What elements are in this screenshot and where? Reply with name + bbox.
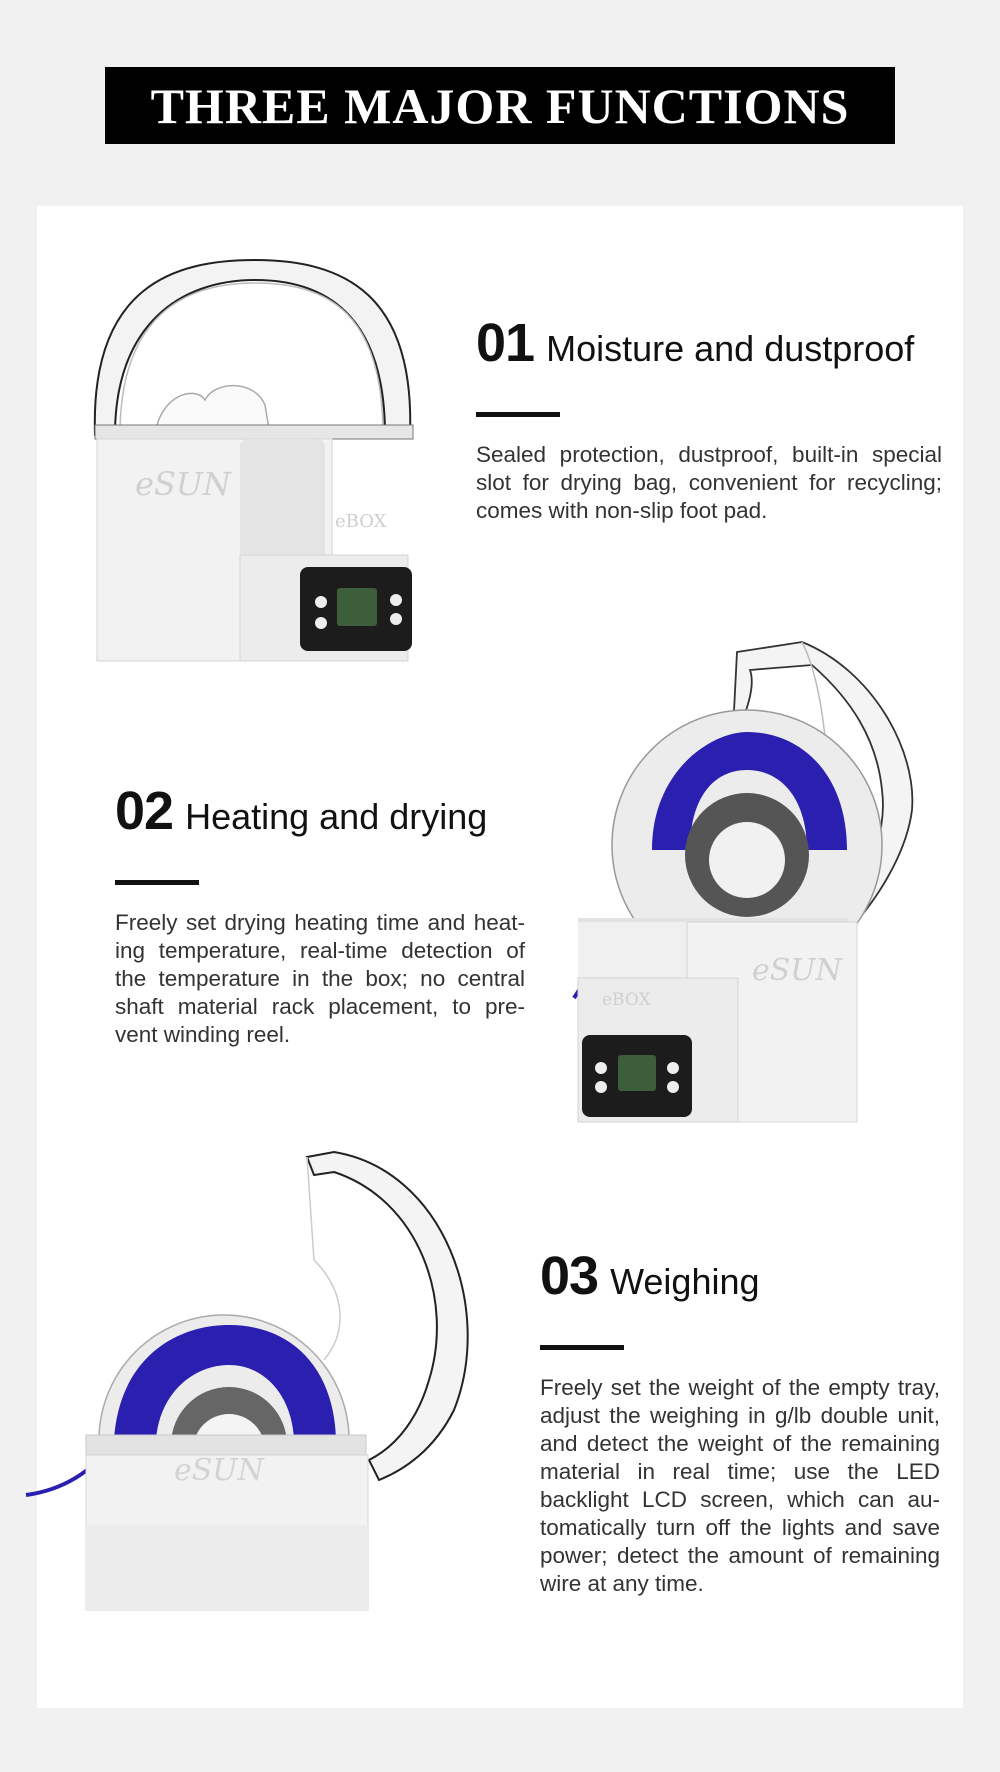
feature-number: 01 — [476, 313, 535, 373]
panel-button — [315, 596, 327, 608]
feature-number: 03 — [540, 1246, 599, 1306]
spool-center — [709, 822, 785, 898]
ebox-logo: eBOX — [335, 511, 387, 532]
box-front — [86, 1525, 368, 1610]
panel-button — [667, 1062, 679, 1074]
feature-moisture — [476, 312, 942, 525]
panel-button — [315, 617, 327, 629]
feature-title: Moisture and dustproof — [546, 328, 915, 369]
page-title: THREE MAJOR FUNCTIONS — [150, 77, 850, 134]
ebox-open-image — [572, 640, 922, 1125]
lcd-screen — [337, 588, 377, 626]
feature-heading — [540, 1245, 940, 1307]
feature-weighing — [540, 1245, 940, 1598]
panel-button — [595, 1062, 607, 1074]
ebox-logo: eBOX — [602, 990, 651, 1010]
lid-hinge — [95, 425, 413, 439]
feature-description: Freely set drying heating time and heat- ing temperature, real-time detection of the temperature in the box; no central shaft material rack placement, to pre- vent winding reel. — [115, 910, 525, 1047]
feature-title: Weighing — [610, 1261, 760, 1302]
panel-button — [667, 1081, 679, 1093]
panel-button — [390, 613, 402, 625]
header-banner — [105, 67, 895, 144]
feature-title: Heating and drying — [185, 796, 488, 837]
divider — [476, 412, 560, 417]
feature-heating — [115, 780, 525, 1049]
feature-heading — [476, 312, 942, 374]
esun-logo: eSUN — [174, 1453, 264, 1488]
lid-edge — [307, 1157, 340, 1360]
esun-logo: eSUN — [135, 465, 231, 503]
feature-heading — [115, 780, 525, 842]
divider — [540, 1345, 624, 1350]
panel-button — [390, 594, 402, 606]
feature-description: Sealed protection, dustproof, built-in special slot for drying bag, convenient for recycling; comes with non-slip foot pad. — [476, 442, 942, 523]
ebox-closed-image — [85, 255, 425, 670]
lcd-screen — [618, 1055, 656, 1091]
esun-logo: eSUN — [752, 953, 842, 988]
feature-description: Freely set the weight of the empty tray, adjust the weighing in g/lb double unit, and detect the weight of the remaining material in real time; use the LED backlight LCD screen, which can au- tomatically turn off the lights and save power; detect the amount of remaining wire at any time. — [540, 1375, 940, 1596]
panel-button — [595, 1081, 607, 1093]
divider — [115, 880, 199, 885]
ebox-weighing-image — [24, 1150, 494, 1615]
box-recess — [240, 439, 325, 564]
feature-number: 02 — [115, 781, 174, 841]
box-left-wall — [578, 922, 688, 982]
